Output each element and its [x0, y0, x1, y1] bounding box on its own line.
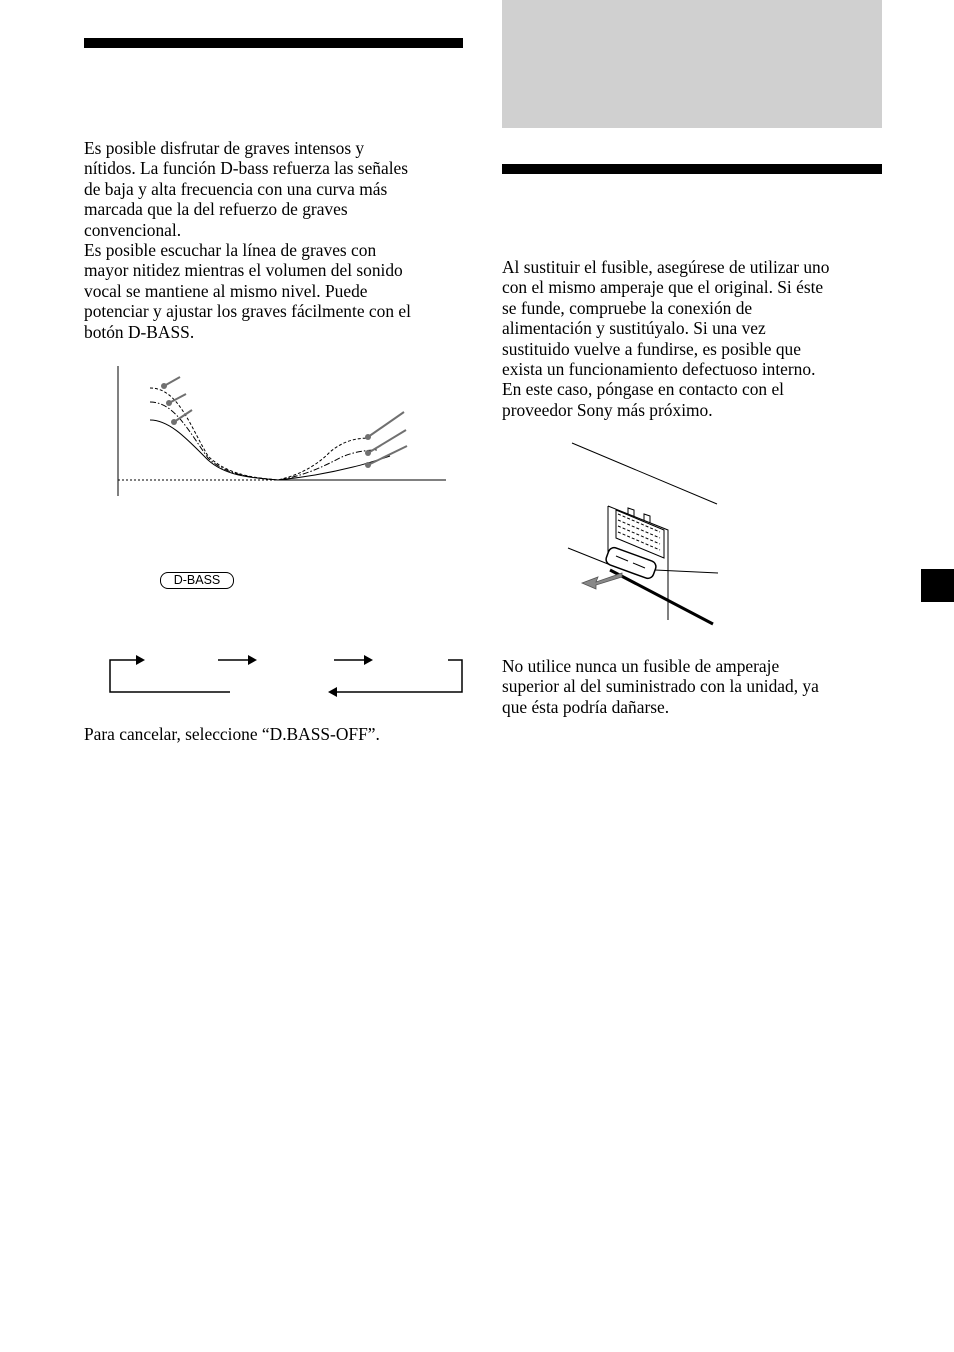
unit-top-edge [572, 443, 717, 504]
arrow-head-3 [364, 655, 373, 665]
dbass-curve-figure [108, 360, 453, 502]
marker-level-3 [161, 383, 167, 389]
fuse-line: se funde, compruebe la conexión de [502, 297, 753, 318]
warning-line: que ésta podría dañarse. [502, 696, 670, 717]
marker-level-1 [171, 419, 177, 425]
curve-level-1 [150, 420, 390, 480]
fuse-line: sustituido vuelve a fundirse, es posible que [502, 338, 801, 359]
unit-lower-edge [568, 548, 608, 564]
section-rule-right [502, 164, 882, 174]
marker-high-3 [365, 434, 371, 440]
fuse-warning-text [502, 656, 819, 717]
intro-line: de baja y alta frecuencia con una curva más [84, 178, 388, 199]
marker-high-2 [365, 450, 371, 456]
fuse-line: Al sustituir el fusible, asegúrese de utilizar uno [502, 257, 830, 277]
fuse-leader-line [655, 570, 718, 573]
arrow-head-2 [248, 655, 257, 665]
marker-high-1 [365, 462, 371, 468]
intro-line: botón D-BASS. [84, 321, 195, 342]
intro-line: nítidos. La función D-bass refuerza las señales [84, 158, 409, 179]
dbass-intro-text [84, 138, 411, 342]
dbass-button[interactable]: D-BASS [160, 572, 234, 589]
curve-level-3 [150, 388, 370, 480]
arrow-head-return [328, 687, 337, 697]
fuse-line: exista un funcionamiento defectuoso interno. [502, 359, 816, 380]
intro-line: convencional. [84, 219, 182, 240]
dbass-cycle-arrows [106, 650, 468, 698]
section-header-box [502, 0, 882, 128]
intro-line: potenciar y ajustar los graves fácilmente con el [84, 301, 411, 322]
leader-high-3 [368, 412, 404, 437]
cycle-loop-left [110, 660, 230, 692]
section-rule-left [84, 38, 463, 48]
arrow-head-1 [136, 655, 145, 665]
curve-level-2 [150, 402, 378, 480]
fuse-line: proveedor Sony más próximo. [502, 399, 713, 420]
fuse-replacement-text [502, 257, 829, 420]
intro-line: vocal se mantiene al mismo nivel. Puede [84, 280, 368, 301]
unit-bottom-edge [610, 570, 713, 624]
arrow-left-icon [582, 573, 622, 589]
intro-line: mayor nitidez mientras el volumen del sonido [84, 260, 403, 281]
fuse-line: con el mismo amperaje que el original. Si éste [502, 277, 824, 298]
warning-line: No utilice nunca un fusible de amperaje [502, 656, 780, 676]
fuse-line: alimentación y sustitúyalo. Si una vez [502, 318, 766, 339]
intro-line: Es posible disfrutar de graves intensos y [84, 138, 365, 158]
intro-line: Es posible escuchar la línea de graves con [84, 240, 377, 261]
fuse-illustration [560, 438, 725, 630]
warning-line: superior al del suministrado con la unidad, ya [502, 676, 819, 697]
black-square-tab [921, 569, 954, 602]
intro-line: marcada que la del refuerzo de graves [84, 199, 348, 220]
cancel-instruction: Para cancelar, seleccione “D.BASS-OFF”. [84, 724, 380, 744]
fuse-line: En este caso, póngase en contacto con el [502, 379, 785, 400]
cycle-loop-right [337, 660, 462, 692]
marker-level-2 [166, 400, 172, 406]
